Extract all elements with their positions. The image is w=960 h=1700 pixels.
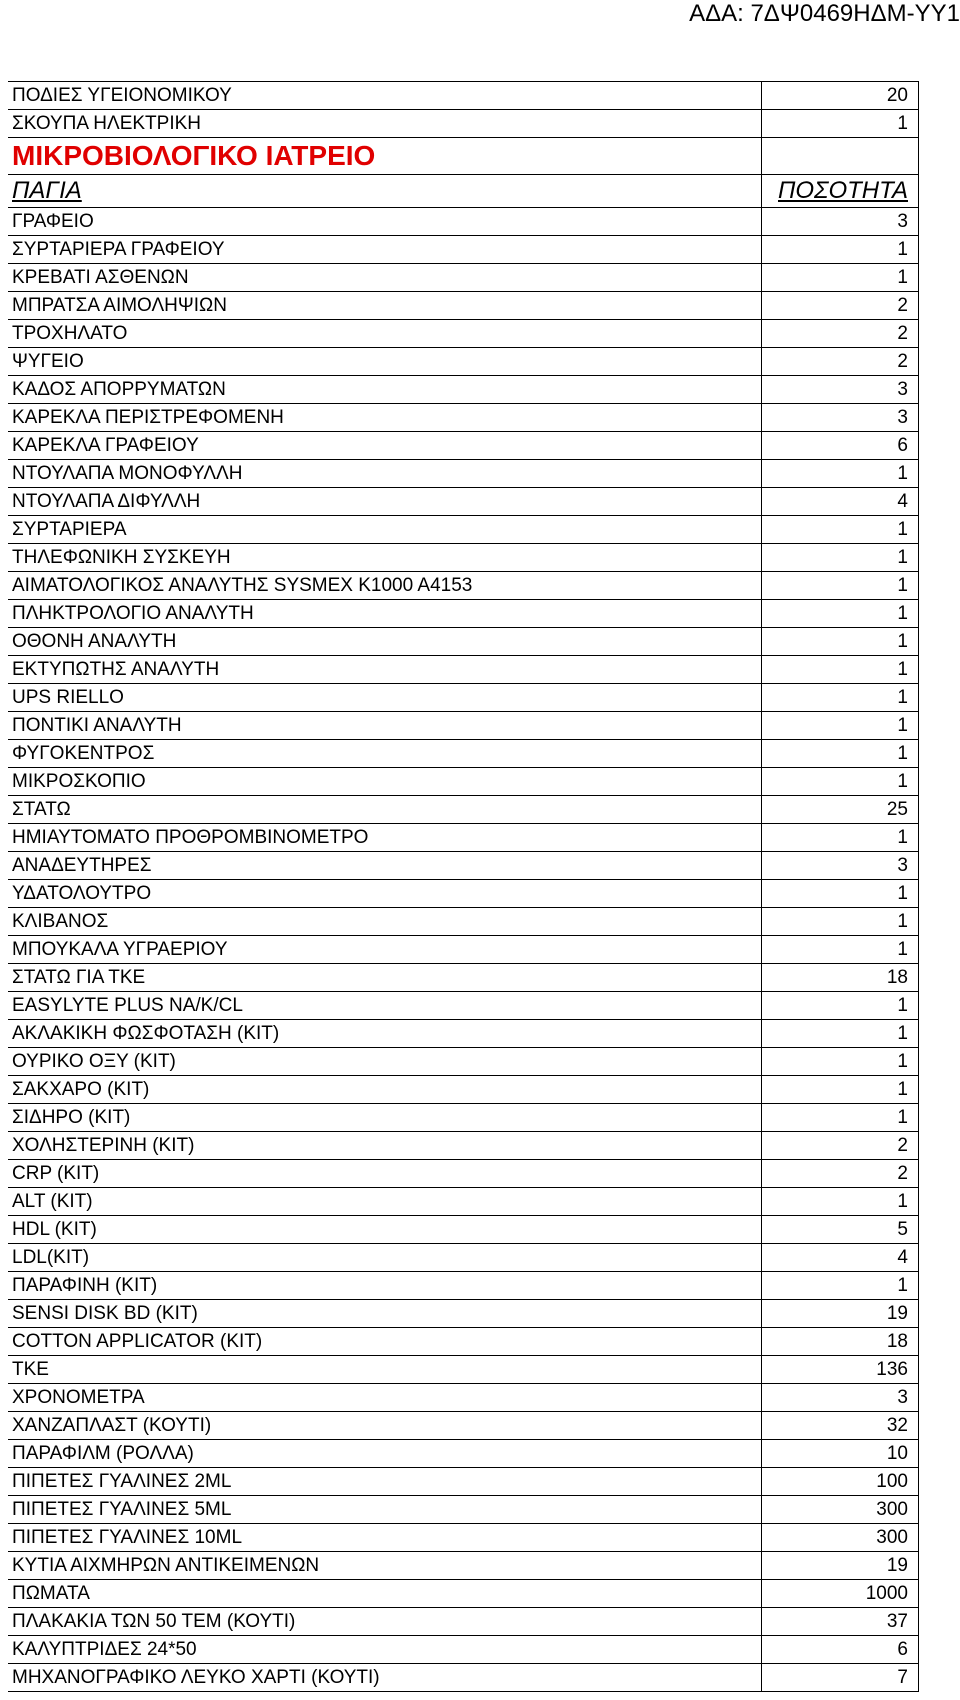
item-quantity: 37 bbox=[762, 1608, 919, 1636]
item-name: ΜΙΚΡΟΣΚΟΠΙΟ bbox=[8, 768, 762, 796]
item-name: ΠΟΝΤΙΚΙ ΑΝΑΛΥΤΗ bbox=[8, 712, 762, 740]
item-name: ΟΥΡΙΚΟ ΟΞΥ (KIT) bbox=[8, 1048, 762, 1076]
item-name: ΦΥΓΟΚΕΝΤΡΟΣ bbox=[8, 740, 762, 768]
table-row bbox=[8, 1188, 919, 1216]
ada-code: ΑΔΑ: 7ΔΨ0469ΗΔΜ-ΥΥ1 bbox=[689, 0, 960, 27]
table-row bbox=[8, 1020, 919, 1048]
item-quantity: 10 bbox=[762, 1440, 919, 1468]
item-name: ΠΑΡΑΦΙΝΗ (KIT) bbox=[8, 1272, 762, 1300]
item-name: ΑΚΛΑΚΙΚΗ ΦΩΣΦΟΤΑΣΗ (KIT) bbox=[8, 1020, 762, 1048]
item-name: ΤΚΕ bbox=[8, 1356, 762, 1384]
item-name: ΨΥΓΕΙΟ bbox=[8, 348, 762, 376]
item-quantity: 136 bbox=[762, 1356, 919, 1384]
item-quantity: 1 bbox=[762, 460, 919, 488]
item-name: ALT (KIT) bbox=[8, 1188, 762, 1216]
table-row bbox=[8, 712, 919, 740]
table-row bbox=[8, 1636, 919, 1664]
table-row bbox=[8, 1468, 919, 1496]
item-quantity: 1 bbox=[762, 1104, 919, 1132]
item-quantity: 2 bbox=[762, 292, 919, 320]
item-quantity: 4 bbox=[762, 488, 919, 516]
table-row bbox=[8, 1412, 919, 1440]
item-quantity: 1 bbox=[762, 1188, 919, 1216]
item-quantity: 1 bbox=[762, 1272, 919, 1300]
item-quantity: 19 bbox=[762, 1300, 919, 1328]
table-row bbox=[8, 208, 919, 236]
table-row bbox=[8, 740, 919, 768]
item-name: ΠΩΜΑΤΑ bbox=[8, 1580, 762, 1608]
item-quantity: 1 bbox=[762, 600, 919, 628]
item-name: ΓΡΑΦΕΙΟ bbox=[8, 208, 762, 236]
table-row bbox=[8, 1552, 919, 1580]
table-row bbox=[8, 1300, 919, 1328]
item-quantity: 1 bbox=[762, 1020, 919, 1048]
table-row bbox=[8, 936, 919, 964]
item-quantity: 1 bbox=[762, 572, 919, 600]
table-row bbox=[8, 1664, 919, 1692]
item-name: ΣΤΑΤΩ bbox=[8, 796, 762, 824]
table-row bbox=[8, 600, 919, 628]
table-row bbox=[8, 460, 919, 488]
table-row bbox=[8, 656, 919, 684]
table-row bbox=[8, 1384, 919, 1412]
item-name: ΣΥΡΤΑΡΙΕΡΑ bbox=[8, 516, 762, 544]
item-name: ΣΙΔΗΡΟ (KIT) bbox=[8, 1104, 762, 1132]
item-quantity: 19 bbox=[762, 1552, 919, 1580]
item-quantity: 1 bbox=[762, 824, 919, 852]
item-name: ΚΑΛΥΠΤΡΙΔΕΣ 24*50 bbox=[8, 1636, 762, 1664]
item-name: ΣΤΑΤΩ ΓΙΑ ΤΚΕ bbox=[8, 964, 762, 992]
item-quantity: 1 bbox=[762, 992, 919, 1020]
item-quantity: 300 bbox=[762, 1496, 919, 1524]
item-quantity: 7 bbox=[762, 1664, 919, 1692]
table-row bbox=[8, 964, 919, 992]
item-quantity: 2 bbox=[762, 348, 919, 376]
item-name: ΠΙΠΕΤΕΣ ΓΥΑΛΙΝΕΣ 5ML bbox=[8, 1496, 762, 1524]
item-quantity: 2 bbox=[762, 1160, 919, 1188]
inventory-table-body bbox=[8, 82, 919, 1692]
item-quantity: 6 bbox=[762, 432, 919, 460]
item-name: ΠΙΠΕΤΕΣ ΓΥΑΛΙΝΕΣ 2ML bbox=[8, 1468, 762, 1496]
table-row bbox=[8, 82, 919, 110]
item-name: ΚΑΡΕΚΛΑ ΓΡΑΦΕΙΟΥ bbox=[8, 432, 762, 460]
table-row bbox=[8, 1440, 919, 1468]
table-row bbox=[8, 852, 919, 880]
item-quantity: 20 bbox=[762, 82, 919, 110]
item-quantity: 1 bbox=[762, 908, 919, 936]
item-quantity: 32 bbox=[762, 1412, 919, 1440]
item-quantity: 3 bbox=[762, 404, 919, 432]
item-quantity: 100 bbox=[762, 1468, 919, 1496]
item-name: ΜΠΟΥΚΑΛΑ ΥΓΡΑΕΡΙΟΥ bbox=[8, 936, 762, 964]
table-row bbox=[8, 1580, 919, 1608]
table-row bbox=[8, 1272, 919, 1300]
table-row bbox=[8, 1048, 919, 1076]
item-quantity: 1 bbox=[762, 684, 919, 712]
item-name: ΚΥΤΙΑ ΑΙΧΜΗΡΩΝ ΑΝΤΙΚΕΙΜΕΝΩΝ bbox=[8, 1552, 762, 1580]
item-name: ΜΗΧΑΝΟΓΡΑΦΙΚΟ ΛΕΥΚΟ ΧΑΡΤΙ (ΚΟΥΤΙ) bbox=[8, 1664, 762, 1692]
item-quantity: 1 bbox=[762, 936, 919, 964]
table-row bbox=[8, 488, 919, 516]
table-row bbox=[8, 908, 919, 936]
column-header-quantity: ΠΟΣΟΤΗΤΑ bbox=[762, 175, 919, 208]
item-name: ΝΤΟΥΛΑΠΑ ΔΙΦΥΛΛΗ bbox=[8, 488, 762, 516]
item-quantity: 1 bbox=[762, 880, 919, 908]
item-name: ΕΚΤΥΠΩΤΗΣ ΑΝΑΛΥΤΗ bbox=[8, 656, 762, 684]
table-row bbox=[8, 1132, 919, 1160]
table-row bbox=[8, 1496, 919, 1524]
item-quantity: 18 bbox=[762, 1328, 919, 1356]
item-quantity: 1000 bbox=[762, 1580, 919, 1608]
table-row bbox=[8, 1328, 919, 1356]
item-name: ΣΑΚΧΑΡΟ (KIT) bbox=[8, 1076, 762, 1104]
item-name: LDL(KIT) bbox=[8, 1244, 762, 1272]
item-quantity: 3 bbox=[762, 1384, 919, 1412]
item-quantity: 300 bbox=[762, 1524, 919, 1552]
table-row bbox=[8, 1356, 919, 1384]
table-row bbox=[8, 1216, 919, 1244]
item-quantity: 5 bbox=[762, 1216, 919, 1244]
item-name: EASYLYTE PLUS NA/K/CL bbox=[8, 992, 762, 1020]
table-row bbox=[8, 404, 919, 432]
item-quantity: 1 bbox=[762, 1076, 919, 1104]
table-row bbox=[8, 1244, 919, 1272]
item-quantity: 1 bbox=[762, 740, 919, 768]
item-name: ΚΑΡΕΚΛΑ ΠΕΡΙΣΤΡΕΦΟΜΕΝΗ bbox=[8, 404, 762, 432]
item-name: ΠΛΗΚΤΡΟΛΟΓΙΟ ΑΝΑΛΥΤΗ bbox=[8, 600, 762, 628]
table-row bbox=[8, 320, 919, 348]
item-quantity: 1 bbox=[762, 110, 919, 138]
table-row bbox=[8, 1104, 919, 1132]
item-name: ΚΑΔΟΣ ΑΠΟΡΡΥΜΑΤΩΝ bbox=[8, 376, 762, 404]
table-row bbox=[8, 348, 919, 376]
item-name: ΠΟΔΙΕΣ ΥΓΕΙΟΝΟΜΙΚΟΥ bbox=[8, 82, 762, 110]
table-row bbox=[8, 992, 919, 1020]
item-name: ΑΙΜΑΤΟΛΟΓΙΚΟΣ ΑΝΑΛΥΤΗΣ SYSMEX K1000 A4153 bbox=[8, 572, 762, 600]
item-name: ΜΠΡΑΤΣΑ ΑΙΜΟΛΗΨΙΩΝ bbox=[8, 292, 762, 320]
inventory-table bbox=[8, 81, 919, 1692]
item-quantity: 6 bbox=[762, 1636, 919, 1664]
item-name: ΥΔΑΤΟΛΟΥΤΡΟ bbox=[8, 880, 762, 908]
item-name: ΤΡΟΧΗΛΑΤΟ bbox=[8, 320, 762, 348]
item-name: HDL (KIT) bbox=[8, 1216, 762, 1244]
table-row bbox=[8, 1524, 919, 1552]
item-quantity: 3 bbox=[762, 376, 919, 404]
table-row bbox=[8, 768, 919, 796]
item-quantity: 2 bbox=[762, 1132, 919, 1160]
item-name: ΤΗΛΕΦΩΝΙΚΗ ΣΥΣΚΕΥΗ bbox=[8, 544, 762, 572]
table-row bbox=[8, 796, 919, 824]
table-row bbox=[8, 572, 919, 600]
item-quantity: 25 bbox=[762, 796, 919, 824]
item-quantity: 1 bbox=[762, 236, 919, 264]
item-quantity: 1 bbox=[762, 712, 919, 740]
table-row bbox=[8, 1160, 919, 1188]
item-name: ΠΛΑΚΑΚΙΑ ΤΩΝ 50 ΤΕΜ (ΚΟΥΤΙ) bbox=[8, 1608, 762, 1636]
table-row bbox=[8, 110, 919, 138]
item-name: ΚΛΙΒΑΝΟΣ bbox=[8, 908, 762, 936]
section-title-qty-cell bbox=[762, 138, 919, 175]
item-name: ΠΙΠΕΤΕΣ ΓΥΑΛΙΝΕΣ 10ML bbox=[8, 1524, 762, 1552]
item-name: ΧΡΟΝΟΜΕΤΡΑ bbox=[8, 1384, 762, 1412]
item-quantity: 1 bbox=[762, 656, 919, 684]
section-title-row bbox=[8, 138, 919, 175]
section-title: ΜΙΚΡΟΒΙΟΛΟΓΙΚΟ ΙΑΤΡΕΙΟ bbox=[8, 138, 762, 175]
item-quantity: 1 bbox=[762, 768, 919, 796]
item-name: CRP (KIT) bbox=[8, 1160, 762, 1188]
item-quantity: 2 bbox=[762, 320, 919, 348]
item-name: ΑΝΑΔΕΥΤΗΡΕΣ bbox=[8, 852, 762, 880]
item-name: SENSI DISK BD (KIT) bbox=[8, 1300, 762, 1328]
item-quantity: 1 bbox=[762, 264, 919, 292]
item-name: ΧΑΝΖΑΠΛΑΣΤ (ΚΟΥΤΙ) bbox=[8, 1412, 762, 1440]
item-name: ΟΘΟΝΗ ΑΝΑΛΥΤΗ bbox=[8, 628, 762, 656]
table-row bbox=[8, 376, 919, 404]
item-name: ΣΥΡΤΑΡΙΕΡΑ ΓΡΑΦΕΙΟΥ bbox=[8, 236, 762, 264]
item-quantity: 1 bbox=[762, 628, 919, 656]
item-name: UPS RIELLO bbox=[8, 684, 762, 712]
item-name: ΧΟΛΗΣΤΕΡΙΝΗ (KIT) bbox=[8, 1132, 762, 1160]
table-row bbox=[8, 516, 919, 544]
table-row bbox=[8, 292, 919, 320]
table-row bbox=[8, 824, 919, 852]
item-quantity: 1 bbox=[762, 544, 919, 572]
table-row bbox=[8, 236, 919, 264]
table-row bbox=[8, 544, 919, 572]
table-row bbox=[8, 628, 919, 656]
item-quantity: 3 bbox=[762, 208, 919, 236]
item-name: ΣΚΟΥΠΑ ΗΛΕΚΤΡΙΚΗ bbox=[8, 110, 762, 138]
item-name: ΚΡΕΒΑΤΙ ΑΣΘΕΝΩΝ bbox=[8, 264, 762, 292]
table-row bbox=[8, 264, 919, 292]
table-row bbox=[8, 1608, 919, 1636]
item-quantity: 1 bbox=[762, 1048, 919, 1076]
item-name: ΗΜΙΑΥΤΟΜΑΤΟ ΠΡΟΘΡΟΜΒΙΝΟΜΕΤΡΟ bbox=[8, 824, 762, 852]
table-row bbox=[8, 880, 919, 908]
item-quantity: 18 bbox=[762, 964, 919, 992]
table-row bbox=[8, 432, 919, 460]
item-quantity: 3 bbox=[762, 852, 919, 880]
column-header-row bbox=[8, 175, 919, 208]
column-header-item: ΠΑΓΙΑ bbox=[8, 175, 762, 208]
item-name: ΠΑΡΑΦΙΛΜ (ΡΟΛΛΑ) bbox=[8, 1440, 762, 1468]
item-name: ΝΤΟΥΛΑΠΑ ΜΟΝΟΦΥΛΛΗ bbox=[8, 460, 762, 488]
table-row bbox=[8, 684, 919, 712]
item-quantity: 1 bbox=[762, 516, 919, 544]
table-row bbox=[8, 1076, 919, 1104]
item-name: COTTON APPLICATOR (KIT) bbox=[8, 1328, 762, 1356]
item-quantity: 4 bbox=[762, 1244, 919, 1272]
